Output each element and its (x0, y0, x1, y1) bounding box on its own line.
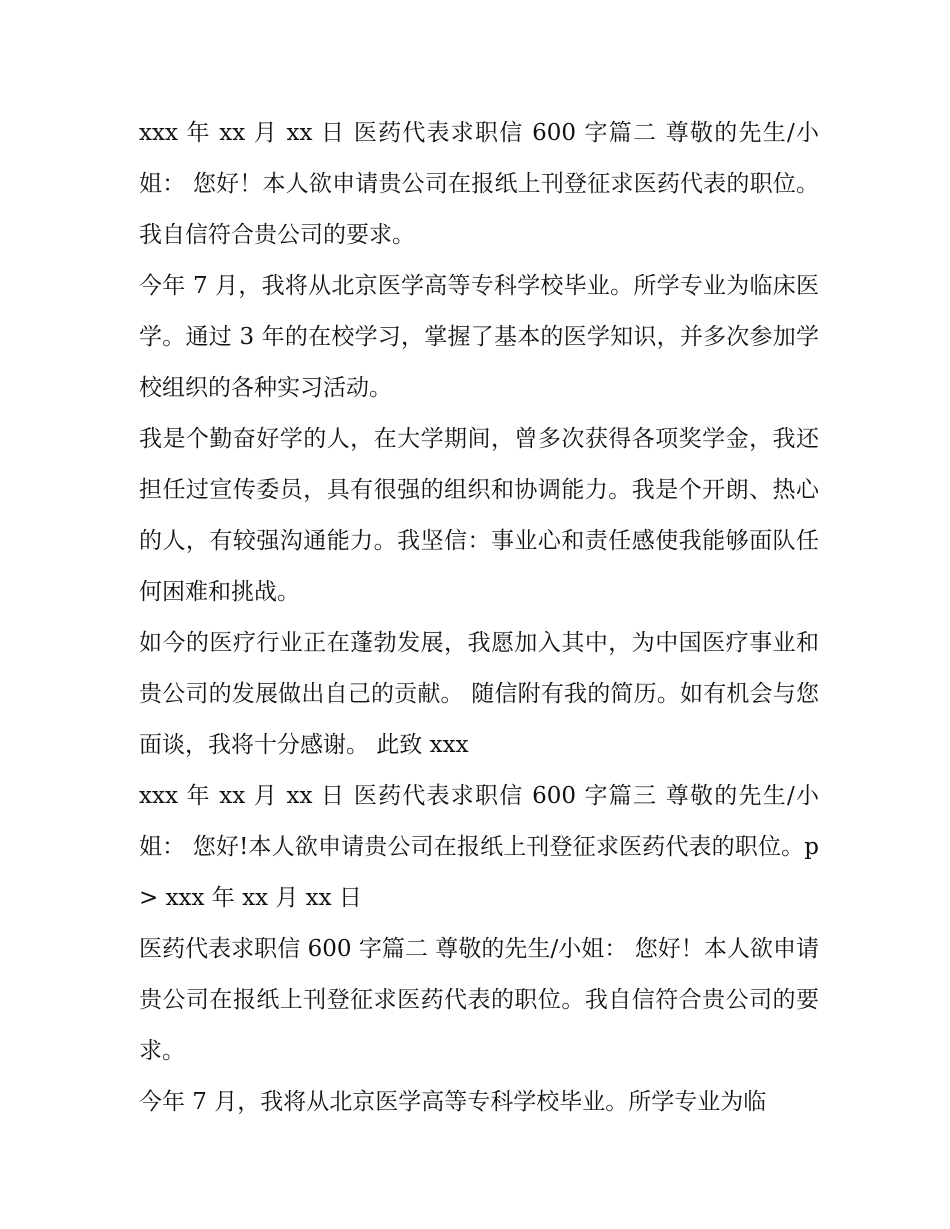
paragraph: xxx 年 xx 月 xx 日 医药代表求职信 600 字篇二 尊敬的先生/小姐： 您好！本人欲申请贵公司在报纸上刊登征求医药代表的职位。我自信符合贵公司的要求。 (139, 120, 819, 248)
document-page (139, 108, 819, 1128)
paragraph: 今年 7 月，我将从北京医学高等专科学校毕业。所学专业为临 (139, 1089, 767, 1115)
paragraph: 今年 7 月，我将从北京医学高等专科学校毕业。所学专业为临床医学。通过 3 年的在校学习，掌握了基本的医学知识，并多次参加学校组织的各种实习活动。 (139, 273, 819, 401)
paragraph: 医药代表求职信 600 字篇二 尊敬的先生/小姐： 您好！本人欲申请贵公司在报纸上刊登征求医药代表的职位。我自信符合贵公司的要求。 (139, 936, 819, 1064)
paragraph: 我是个勤奋好学的人，在大学期间，曾多次获得各项奖学金，我还担任过宣传委员，具有很强的组织和协调能力。我是个开朗、热心的人，有较强沟通能力。我坚信：事业心和责任感使我能够面队任何困难和挑战。 (139, 426, 819, 605)
paragraph: xxx 年 xx 月 xx 日 医药代表求职信 600 字篇三 尊敬的先生/小姐： 您好!本人欲申请贵公司在报纸上刊登征求医药代表的职位。p> xxx 年 xx 月 xx 日 (139, 783, 819, 911)
paragraph: 如今的医疗行业正在蓬勃发展，我愿加入其中，为中国医疗事业和贵公司的发展做出自己的贡献。 随信附有我的简历。如有机会与您面谈，我将十分感谢。 此致 xxx (139, 630, 819, 758)
